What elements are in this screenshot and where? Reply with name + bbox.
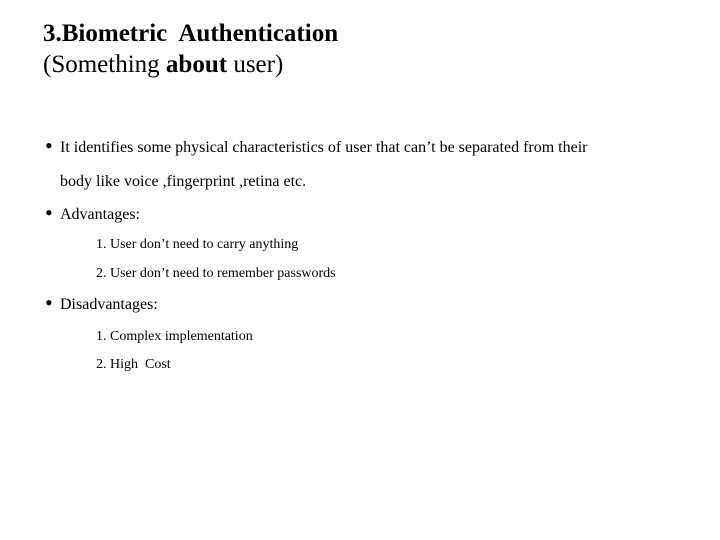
subtitle-emphasis: about: [165, 51, 228, 78]
slide-title: [43, 18, 338, 80]
bullet-dot-icon: •: [45, 133, 53, 158]
title-subtitle: [43, 49, 338, 80]
subtitle-prefix: (Something: [43, 51, 166, 78]
disadvantage-item: 1. Complex implementation: [96, 329, 253, 344]
bullet-disadvantages-text: Disadvantages:: [60, 296, 158, 313]
bullet-dot-icon: •: [45, 290, 53, 315]
advantage-item: 2. User don’t need to remember passwords: [96, 266, 336, 281]
subtitle-suffix: user): [227, 51, 284, 78]
advantage-item: 1. User don’t need to carry anything: [96, 237, 299, 252]
bullet-dot-icon: •: [45, 200, 53, 225]
bullet-definition-continuation: body like voice ,fingerprint ,retina etc.: [60, 173, 307, 190]
title-main: 3.Biometric Authentication: [43, 20, 339, 47]
disadvantage-item: 2. High Cost: [96, 357, 171, 372]
bullet-definition-text: It identifies some physical characteristics of user that can’t be separated from their: [60, 139, 588, 156]
bullet-advantages-text: Advantages:: [60, 206, 140, 223]
